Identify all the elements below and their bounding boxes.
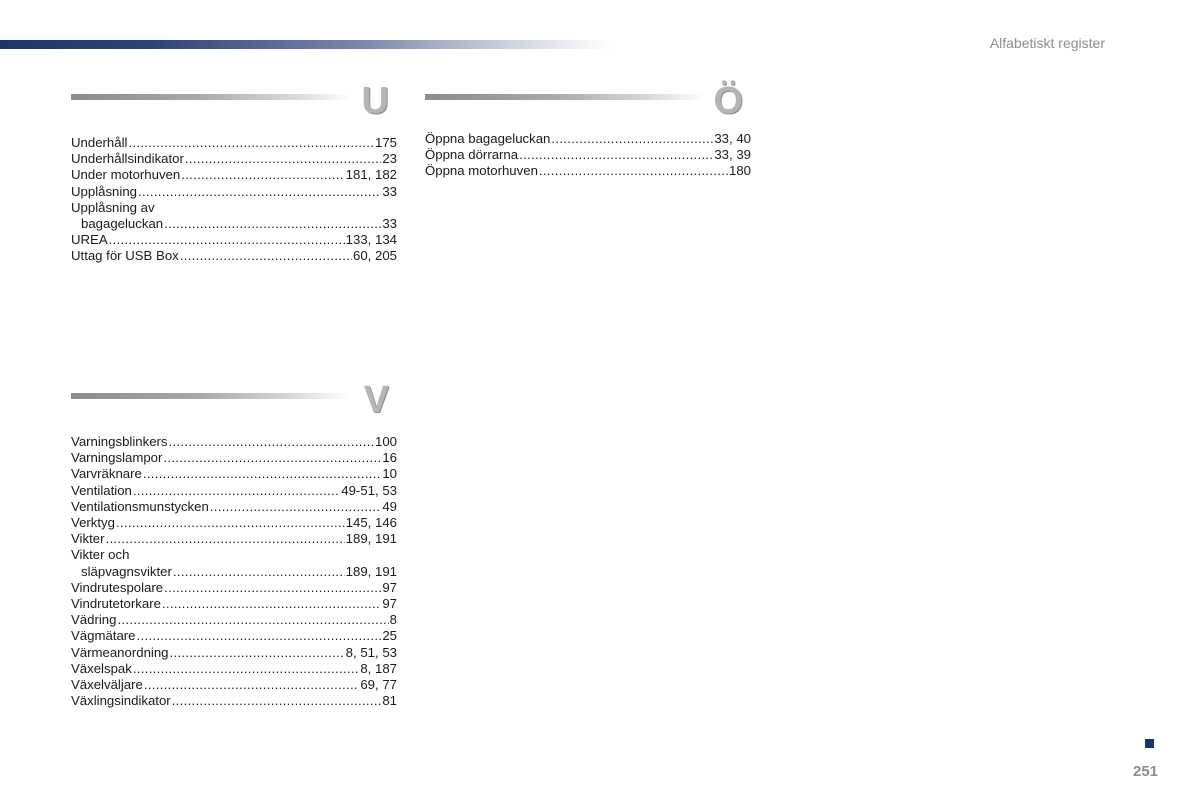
leader-dots <box>162 596 381 612</box>
entry-term: Uttag för USB Box <box>71 248 179 264</box>
index-entry[interactable] <box>71 596 397 612</box>
entry-pages: 33, 39 <box>714 147 751 163</box>
index-entry[interactable] <box>71 645 397 661</box>
index-entry-list-o-umlaut <box>425 131 751 180</box>
entry-term-continued: bagageluckan <box>81 216 164 232</box>
entry-term: Öppna dörrarna <box>425 147 519 163</box>
section-rule <box>425 94 705 100</box>
entry-pages: 97 <box>382 596 397 612</box>
leader-dots <box>170 645 345 661</box>
index-entry-list-u <box>71 135 397 265</box>
leader-dots <box>519 147 713 163</box>
entry-pages: 8, 187 <box>360 660 397 676</box>
index-entry[interactable] <box>71 515 397 531</box>
index-entry[interactable] <box>71 677 397 693</box>
entry-pages: 33 <box>382 216 397 232</box>
entry-pages: 8, 51, 53 <box>345 644 397 660</box>
index-entry[interactable] <box>71 693 397 709</box>
entry-term: Värmeanordning <box>71 644 169 660</box>
index-entry[interactable] <box>71 483 397 499</box>
section-header-o-umlaut <box>425 80 751 131</box>
entry-term: Vikter <box>71 531 105 547</box>
index-entry[interactable] <box>71 531 397 547</box>
entry-pages: 8 <box>389 612 397 628</box>
leader-dots <box>133 483 340 499</box>
section-letter-u: U <box>361 80 389 122</box>
leader-dots <box>116 515 345 531</box>
index-entry[interactable] <box>71 135 397 151</box>
index-entry-list-v <box>71 434 397 709</box>
entry-term: Underhåll <box>71 135 128 150</box>
leader-dots <box>539 163 728 179</box>
entry-pages: 33, 40 <box>714 131 751 146</box>
leader-dots <box>138 184 381 200</box>
leader-dots <box>164 216 381 232</box>
leader-dots <box>105 531 344 547</box>
entry-term: Vindrutetorkare <box>71 596 161 612</box>
leader-dots <box>144 677 359 693</box>
entry-term: Vädring <box>71 612 117 628</box>
index-section-o-umlaut <box>425 80 751 180</box>
leader-dots <box>551 131 713 147</box>
entry-term: Varvräknare <box>71 466 142 482</box>
entry-term: Verktyg <box>71 515 115 531</box>
index-entry[interactable] <box>425 131 751 147</box>
page-number: 251 <box>1133 763 1159 780</box>
entry-pages: 81 <box>382 693 397 709</box>
entry-term: Vikter och <box>71 547 130 563</box>
leader-dots <box>185 151 381 167</box>
page-marker-square <box>1145 739 1154 748</box>
index-entry[interactable] <box>425 163 751 179</box>
index-entry[interactable] <box>71 547 397 579</box>
leader-dots <box>210 499 382 515</box>
entry-term: Vägmätare <box>71 628 136 644</box>
entry-pages: 69, 77 <box>360 677 397 693</box>
section-letter-v: V <box>363 379 389 421</box>
entry-term: Vindrutespolare <box>71 579 164 595</box>
index-entry[interactable] <box>71 450 397 466</box>
leader-dots <box>169 434 374 450</box>
entry-term: Växelspak <box>71 660 132 676</box>
entry-term: Under motorhuven <box>71 167 181 183</box>
entry-pages: 23 <box>382 151 397 167</box>
index-entry[interactable] <box>71 151 397 167</box>
index-entry[interactable] <box>71 466 397 482</box>
entry-pages: 180 <box>728 163 751 179</box>
entry-pages: 25 <box>382 628 397 644</box>
entry-term: Upplåsning <box>71 183 137 199</box>
entry-term: Underhållsindikator <box>71 151 184 167</box>
entry-term: UREA <box>71 232 108 248</box>
index-entry[interactable] <box>71 612 397 628</box>
entry-term: Varningsblinkers <box>71 434 168 449</box>
index-section-v <box>71 379 397 709</box>
entry-term: Växlingsindikator <box>71 693 171 709</box>
index-entry[interactable] <box>71 248 397 264</box>
index-entry[interactable] <box>71 628 397 644</box>
entry-term: Ventilationsmunstycken <box>71 498 209 514</box>
entry-term-continued: släpvagnsvikter <box>81 563 172 579</box>
entry-pages: 60, 205 <box>353 248 397 264</box>
entry-subline <box>71 564 397 580</box>
entry-subline <box>71 216 397 232</box>
index-entry[interactable] <box>71 434 397 450</box>
index-entry[interactable] <box>71 200 397 232</box>
entry-pages: 189, 191 <box>345 531 397 547</box>
entry-pages: 33 <box>382 183 397 199</box>
section-rule <box>71 94 351 100</box>
leader-dots <box>181 167 344 183</box>
section-letter-o-umlaut: Ö <box>713 80 743 122</box>
entry-pages: 49 <box>382 498 397 514</box>
entry-pages: 16 <box>382 450 397 466</box>
entry-term: Växelväljare <box>71 677 143 693</box>
index-entry[interactable] <box>71 167 397 183</box>
leader-dots <box>173 564 345 580</box>
leader-dots <box>143 466 381 482</box>
index-entry[interactable] <box>71 580 397 596</box>
entry-pages: 97 <box>382 579 397 595</box>
entry-term: Ventilation <box>71 482 132 498</box>
section-header-v <box>71 379 397 434</box>
leader-dots <box>137 628 382 644</box>
section-rule <box>71 393 351 399</box>
leader-dots <box>109 232 345 248</box>
index-entry[interactable] <box>425 147 751 163</box>
leader-dots <box>180 248 352 264</box>
entry-pages: 145, 146 <box>345 515 397 531</box>
leader-dots <box>164 580 381 596</box>
leader-dots <box>128 135 374 151</box>
leader-dots <box>172 693 382 709</box>
index-section-u <box>71 80 397 265</box>
entry-pages: 10 <box>382 466 397 482</box>
leader-dots <box>163 450 381 466</box>
entry-pages: 100 <box>374 434 397 449</box>
leader-dots <box>133 661 359 677</box>
index-entry[interactable] <box>71 661 397 677</box>
entry-pages: 189, 191 <box>345 563 397 579</box>
entry-term: Öppna motorhuven <box>425 163 538 179</box>
leader-dots <box>117 612 388 628</box>
index-entry[interactable] <box>71 499 397 515</box>
entry-pages: 181, 182 <box>345 167 397 183</box>
index-entry[interactable] <box>71 184 397 200</box>
entry-term: Varningslampor <box>71 450 163 466</box>
entry-pages: 49-51, 53 <box>341 482 397 498</box>
entry-pages: 175 <box>374 135 397 150</box>
entry-term: Upplåsning av <box>71 199 155 215</box>
index-entry[interactable] <box>71 232 397 248</box>
header-gradient-bar <box>0 40 610 49</box>
entry-term: Öppna bagageluckan <box>425 131 551 146</box>
entry-pages: 133, 134 <box>345 232 397 248</box>
section-header-u <box>71 80 397 135</box>
page-header-title: Alfabetiskt register <box>989 35 1105 51</box>
